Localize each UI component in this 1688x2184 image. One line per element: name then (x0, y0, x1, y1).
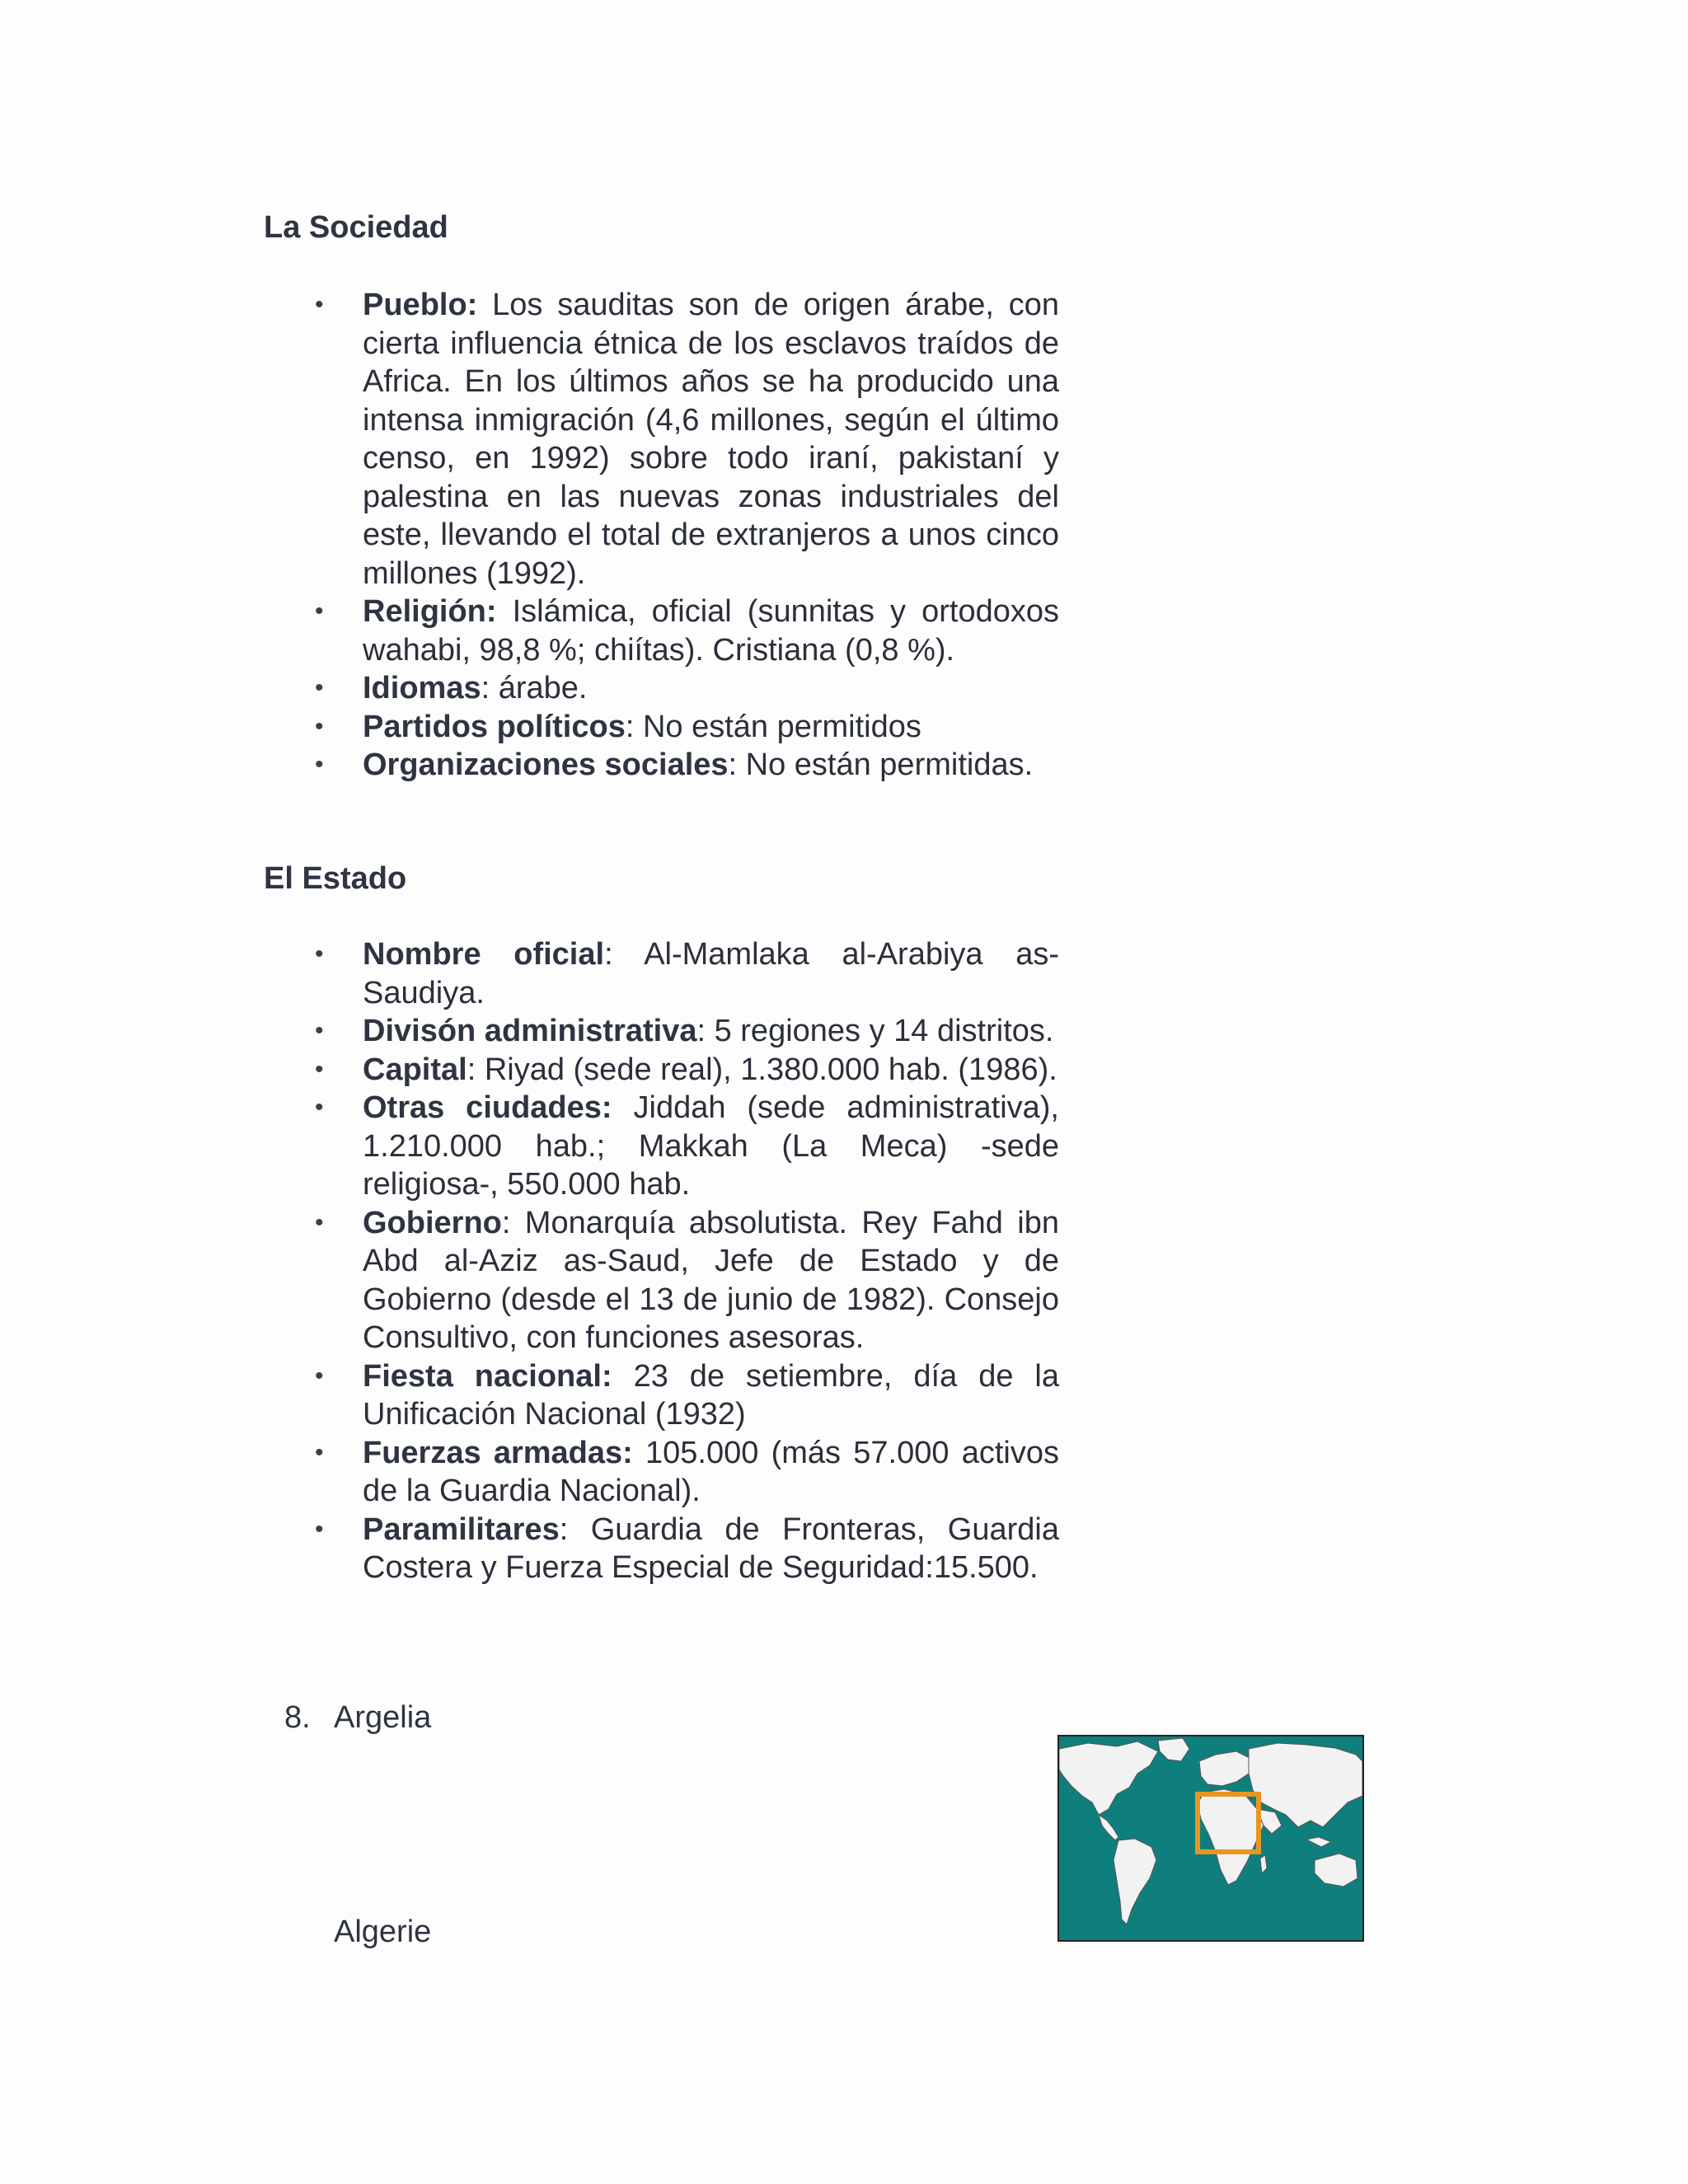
list-item-paramilitares: • Paramilitares: Guardia de Fronteras, Guardia Costera y Fuerza Especial de Seguridad:15.500. (363, 1511, 1059, 1587)
entry-title: Argelia (334, 1700, 432, 1735)
list-item-pueblo: • Pueblo: Los sauditas son de origen árabe, con cierta influencia étnica de los esclavos traídos de Africa. En los últimos años se ha producido una intensa inmigración (4,6 millones, según el último censo, en 1992) sobre todo iraní, pakistaní y palestina en las nuevas zonas industriales del este, llevando el total de extranjeros a unos cinco millones (1992). (363, 286, 1059, 593)
estado-list (363, 935, 1059, 1587)
list-item-otras-ciudades: • Otras ciudades: Jiddah (sede administrativa), 1.210.000 hab.; Makkah (La Meca) -sede religiosa-, 550.000 hab. (363, 1089, 1059, 1204)
sociedad-list (363, 286, 1059, 785)
list-item-idiomas: • Idiomas: árabe. (363, 669, 1059, 708)
numbered-entry-argelia (284, 1700, 431, 1736)
list-item-fuerzas-armadas: • Fuerzas armadas: 105.000 (más 57.000 activos de la Guardia Nacional). (363, 1434, 1059, 1511)
entry-number: 8. (284, 1700, 311, 1735)
section-heading-estado: El Estado (264, 861, 407, 896)
list-item-capital: • Capital: Riyad (sede real), 1.380.000 hab. (1986). (363, 1051, 1059, 1090)
world-map-locator-icon (1057, 1735, 1364, 1942)
list-item-religion: • Religión: Islámica, oficial (sunnitas y ortodoxos wahabi, 98,8 %; chiítas). Cristiana (0,8 %). (363, 593, 1059, 669)
list-item-fiesta-nacional: • Fiesta nacional: 23 de setiembre, día de la Unificación Nacional (1932) (363, 1357, 1059, 1434)
list-item-division: • Divisón administrativa: 5 regiones y 14 distritos. (363, 1012, 1059, 1051)
list-item-partidos: • Partidos políticos: No están permitidos (363, 708, 1059, 747)
section-heading-sociedad: La Sociedad (264, 210, 448, 245)
list-item-organizaciones: • Organizaciones sociales: No están permitidas. (363, 746, 1059, 785)
list-item-nombre-oficial: • Nombre oficial: Al-Mamlaka al-Arabiya as-Saudiya. (363, 935, 1059, 1012)
map-caption: Algerie (334, 1915, 432, 1949)
list-item-gobierno: • Gobierno: Monarquía absolutista. Rey Fahd ibn Abd al-Aziz as-Saud, Jefe de Estado y de Gobierno (desde el 13 de junio de 1982). Consejo Consultivo, con funciones asesoras. (363, 1204, 1059, 1357)
